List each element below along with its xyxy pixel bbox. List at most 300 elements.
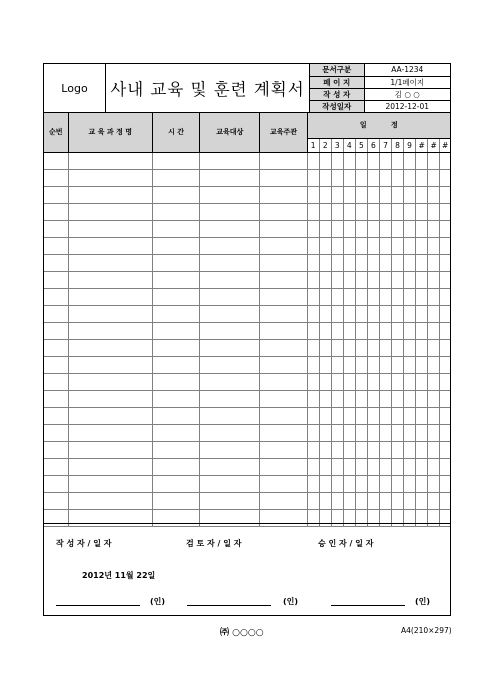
schedule-day-cell[interactable] xyxy=(440,254,450,271)
schedule-day-cell[interactable] xyxy=(319,356,331,373)
schedule-day-cell[interactable] xyxy=(331,288,343,305)
schedule-day-cell[interactable] xyxy=(331,373,343,390)
schedule-day-cell[interactable] xyxy=(367,254,379,271)
schedule-day-cell[interactable] xyxy=(404,441,416,458)
schedule-day-cell[interactable] xyxy=(367,169,379,186)
schedule-day-cell[interactable] xyxy=(319,424,331,441)
schedule-day-cell[interactable] xyxy=(331,424,343,441)
cell-course[interactable] xyxy=(68,254,152,271)
cell-course[interactable] xyxy=(68,322,152,339)
schedule-day-cell[interactable] xyxy=(428,458,440,475)
schedule-day-cell[interactable] xyxy=(428,373,440,390)
cell-course[interactable] xyxy=(68,271,152,288)
schedule-day-cell[interactable] xyxy=(391,203,403,220)
schedule-day-cell[interactable] xyxy=(428,271,440,288)
cell-time[interactable] xyxy=(152,407,199,424)
schedule-day-cell[interactable] xyxy=(343,356,355,373)
schedule-day-cell[interactable] xyxy=(379,186,391,203)
schedule-day-cell[interactable] xyxy=(343,237,355,254)
schedule-day-cell[interactable] xyxy=(355,458,367,475)
cell-host[interactable] xyxy=(260,390,307,407)
cell-course[interactable] xyxy=(68,475,152,492)
schedule-day-cell[interactable] xyxy=(367,203,379,220)
cell-time[interactable] xyxy=(152,186,199,203)
schedule-day-cell[interactable] xyxy=(355,492,367,509)
cell-host[interactable] xyxy=(260,169,307,186)
schedule-day-cell[interactable] xyxy=(343,339,355,356)
cell-target[interactable] xyxy=(200,424,260,441)
schedule-day-cell[interactable] xyxy=(391,220,403,237)
schedule-day-cell[interactable] xyxy=(428,186,440,203)
schedule-day-cell[interactable] xyxy=(343,220,355,237)
schedule-day-cell[interactable] xyxy=(391,390,403,407)
schedule-day-cell[interactable] xyxy=(331,492,343,509)
schedule-day-cell[interactable] xyxy=(355,237,367,254)
schedule-day-cell[interactable] xyxy=(416,254,428,271)
cell-target[interactable] xyxy=(200,390,260,407)
cell-host[interactable] xyxy=(260,237,307,254)
cell-host[interactable] xyxy=(260,288,307,305)
schedule-day-cell[interactable] xyxy=(416,441,428,458)
cell-time[interactable] xyxy=(152,271,199,288)
schedule-day-cell[interactable] xyxy=(391,305,403,322)
cell-course[interactable] xyxy=(68,152,152,169)
schedule-day-cell[interactable] xyxy=(440,356,450,373)
cell-no[interactable] xyxy=(44,390,68,407)
cell-target[interactable] xyxy=(200,305,260,322)
cell-time[interactable] xyxy=(152,458,199,475)
cell-course[interactable] xyxy=(68,203,152,220)
cell-no[interactable] xyxy=(44,356,68,373)
schedule-day-cell[interactable] xyxy=(343,441,355,458)
schedule-day-cell[interactable] xyxy=(391,373,403,390)
schedule-day-cell[interactable] xyxy=(391,441,403,458)
schedule-day-cell[interactable] xyxy=(440,424,450,441)
cell-target[interactable] xyxy=(200,475,260,492)
schedule-day-cell[interactable] xyxy=(355,305,367,322)
schedule-day-cell[interactable] xyxy=(367,373,379,390)
cell-host[interactable] xyxy=(260,339,307,356)
schedule-day-cell[interactable] xyxy=(379,424,391,441)
schedule-day-cell[interactable] xyxy=(428,220,440,237)
schedule-day-cell[interactable] xyxy=(391,271,403,288)
schedule-day-cell[interactable] xyxy=(367,186,379,203)
schedule-day-cell[interactable] xyxy=(331,305,343,322)
schedule-day-cell[interactable] xyxy=(319,203,331,220)
schedule-day-cell[interactable] xyxy=(428,492,440,509)
cell-target[interactable] xyxy=(200,152,260,169)
schedule-day-cell[interactable] xyxy=(367,220,379,237)
schedule-day-cell[interactable] xyxy=(343,390,355,407)
schedule-day-cell[interactable] xyxy=(343,288,355,305)
schedule-day-cell[interactable] xyxy=(331,475,343,492)
cell-no[interactable] xyxy=(44,492,68,509)
cell-host[interactable] xyxy=(260,186,307,203)
schedule-day-cell[interactable] xyxy=(319,288,331,305)
schedule-day-cell[interactable] xyxy=(307,254,319,271)
schedule-day-cell[interactable] xyxy=(331,356,343,373)
cell-host[interactable] xyxy=(260,475,307,492)
cell-time[interactable] xyxy=(152,322,199,339)
schedule-day-cell[interactable] xyxy=(428,390,440,407)
cell-course[interactable] xyxy=(68,458,152,475)
schedule-day-cell[interactable] xyxy=(367,356,379,373)
schedule-day-cell[interactable] xyxy=(355,441,367,458)
cell-target[interactable] xyxy=(200,339,260,356)
schedule-day-cell[interactable] xyxy=(355,424,367,441)
schedule-day-cell[interactable] xyxy=(367,475,379,492)
cell-course[interactable] xyxy=(68,407,152,424)
schedule-day-cell[interactable] xyxy=(379,237,391,254)
schedule-day-cell[interactable] xyxy=(404,186,416,203)
schedule-day-cell[interactable] xyxy=(367,458,379,475)
schedule-day-cell[interactable] xyxy=(343,271,355,288)
cell-target[interactable] xyxy=(200,271,260,288)
cell-time[interactable] xyxy=(152,356,199,373)
schedule-day-cell[interactable] xyxy=(440,373,450,390)
schedule-day-cell[interactable] xyxy=(331,237,343,254)
schedule-day-cell[interactable] xyxy=(440,390,450,407)
cell-time[interactable] xyxy=(152,492,199,509)
schedule-day-cell[interactable] xyxy=(428,305,440,322)
schedule-day-cell[interactable] xyxy=(391,288,403,305)
cell-time[interactable] xyxy=(152,237,199,254)
schedule-day-cell[interactable] xyxy=(416,373,428,390)
schedule-day-cell[interactable] xyxy=(391,356,403,373)
schedule-day-cell[interactable] xyxy=(319,407,331,424)
schedule-day-cell[interactable] xyxy=(355,373,367,390)
schedule-day-cell[interactable] xyxy=(428,288,440,305)
schedule-day-cell[interactable] xyxy=(379,407,391,424)
schedule-day-cell[interactable] xyxy=(307,458,319,475)
schedule-day-cell[interactable] xyxy=(343,203,355,220)
cell-time[interactable] xyxy=(152,169,199,186)
schedule-day-cell[interactable] xyxy=(319,186,331,203)
schedule-day-cell[interactable] xyxy=(319,373,331,390)
schedule-day-cell[interactable] xyxy=(440,169,450,186)
schedule-day-cell[interactable] xyxy=(307,390,319,407)
schedule-day-cell[interactable] xyxy=(404,220,416,237)
schedule-day-cell[interactable] xyxy=(391,424,403,441)
schedule-day-cell[interactable] xyxy=(416,492,428,509)
cell-time[interactable] xyxy=(152,390,199,407)
schedule-day-cell[interactable] xyxy=(367,237,379,254)
cell-no[interactable] xyxy=(44,203,68,220)
schedule-day-cell[interactable] xyxy=(379,305,391,322)
schedule-day-cell[interactable] xyxy=(379,475,391,492)
cell-target[interactable] xyxy=(200,220,260,237)
cell-no[interactable] xyxy=(44,220,68,237)
schedule-day-cell[interactable] xyxy=(416,339,428,356)
schedule-day-cell[interactable] xyxy=(440,492,450,509)
schedule-day-cell[interactable] xyxy=(355,169,367,186)
schedule-day-cell[interactable] xyxy=(355,254,367,271)
schedule-day-cell[interactable] xyxy=(379,203,391,220)
schedule-day-cell[interactable] xyxy=(379,271,391,288)
schedule-day-cell[interactable] xyxy=(319,169,331,186)
schedule-day-cell[interactable] xyxy=(307,441,319,458)
schedule-day-cell[interactable] xyxy=(355,475,367,492)
cell-no[interactable] xyxy=(44,271,68,288)
cell-host[interactable] xyxy=(260,424,307,441)
schedule-day-cell[interactable] xyxy=(307,475,319,492)
schedule-day-cell[interactable] xyxy=(343,186,355,203)
cell-time[interactable] xyxy=(152,441,199,458)
schedule-day-cell[interactable] xyxy=(404,288,416,305)
schedule-day-cell[interactable] xyxy=(404,152,416,169)
schedule-day-cell[interactable] xyxy=(404,356,416,373)
schedule-day-cell[interactable] xyxy=(331,390,343,407)
schedule-day-cell[interactable] xyxy=(379,254,391,271)
schedule-day-cell[interactable] xyxy=(428,322,440,339)
cell-no[interactable] xyxy=(44,169,68,186)
cell-host[interactable] xyxy=(260,441,307,458)
schedule-day-cell[interactable] xyxy=(391,254,403,271)
schedule-day-cell[interactable] xyxy=(416,305,428,322)
cell-host[interactable] xyxy=(260,305,307,322)
schedule-day-cell[interactable] xyxy=(428,203,440,220)
schedule-day-cell[interactable] xyxy=(319,237,331,254)
schedule-day-cell[interactable] xyxy=(343,492,355,509)
schedule-day-cell[interactable] xyxy=(343,305,355,322)
cell-time[interactable] xyxy=(152,152,199,169)
schedule-day-cell[interactable] xyxy=(319,254,331,271)
cell-host[interactable] xyxy=(260,407,307,424)
cell-no[interactable] xyxy=(44,322,68,339)
schedule-day-cell[interactable] xyxy=(379,390,391,407)
cell-time[interactable] xyxy=(152,475,199,492)
schedule-day-cell[interactable] xyxy=(331,152,343,169)
schedule-day-cell[interactable] xyxy=(379,458,391,475)
schedule-day-cell[interactable] xyxy=(416,407,428,424)
schedule-day-cell[interactable] xyxy=(379,492,391,509)
schedule-day-cell[interactable] xyxy=(391,458,403,475)
schedule-day-cell[interactable] xyxy=(440,441,450,458)
schedule-day-cell[interactable] xyxy=(331,203,343,220)
schedule-day-cell[interactable] xyxy=(355,186,367,203)
schedule-day-cell[interactable] xyxy=(440,203,450,220)
schedule-day-cell[interactable] xyxy=(404,424,416,441)
schedule-day-cell[interactable] xyxy=(307,203,319,220)
cell-no[interactable] xyxy=(44,339,68,356)
schedule-day-cell[interactable] xyxy=(416,237,428,254)
cell-time[interactable] xyxy=(152,203,199,220)
schedule-day-cell[interactable] xyxy=(391,322,403,339)
schedule-day-cell[interactable] xyxy=(416,152,428,169)
cell-course[interactable] xyxy=(68,356,152,373)
cell-no[interactable] xyxy=(44,237,68,254)
cell-time[interactable] xyxy=(152,339,199,356)
schedule-day-cell[interactable] xyxy=(307,424,319,441)
schedule-day-cell[interactable] xyxy=(355,288,367,305)
schedule-day-cell[interactable] xyxy=(379,441,391,458)
schedule-day-cell[interactable] xyxy=(343,254,355,271)
schedule-day-cell[interactable] xyxy=(404,458,416,475)
schedule-day-cell[interactable] xyxy=(367,305,379,322)
schedule-day-cell[interactable] xyxy=(416,424,428,441)
schedule-day-cell[interactable] xyxy=(404,339,416,356)
schedule-day-cell[interactable] xyxy=(428,152,440,169)
schedule-day-cell[interactable] xyxy=(319,305,331,322)
cell-course[interactable] xyxy=(68,237,152,254)
schedule-day-cell[interactable] xyxy=(331,271,343,288)
schedule-day-cell[interactable] xyxy=(319,390,331,407)
schedule-day-cell[interactable] xyxy=(307,152,319,169)
schedule-day-cell[interactable] xyxy=(391,237,403,254)
schedule-day-cell[interactable] xyxy=(404,492,416,509)
schedule-day-cell[interactable] xyxy=(307,407,319,424)
schedule-day-cell[interactable] xyxy=(404,373,416,390)
schedule-day-cell[interactable] xyxy=(404,237,416,254)
schedule-day-cell[interactable] xyxy=(319,322,331,339)
schedule-day-cell[interactable] xyxy=(391,339,403,356)
schedule-day-cell[interactable] xyxy=(440,271,450,288)
schedule-day-cell[interactable] xyxy=(416,475,428,492)
schedule-day-cell[interactable] xyxy=(343,424,355,441)
schedule-day-cell[interactable] xyxy=(440,220,450,237)
schedule-day-cell[interactable] xyxy=(404,322,416,339)
schedule-day-cell[interactable] xyxy=(379,169,391,186)
schedule-day-cell[interactable] xyxy=(391,475,403,492)
schedule-day-cell[interactable] xyxy=(391,169,403,186)
cell-host[interactable] xyxy=(260,373,307,390)
cell-time[interactable] xyxy=(152,305,199,322)
schedule-day-cell[interactable] xyxy=(319,271,331,288)
schedule-day-cell[interactable] xyxy=(307,305,319,322)
schedule-day-cell[interactable] xyxy=(404,254,416,271)
schedule-day-cell[interactable] xyxy=(307,373,319,390)
schedule-day-cell[interactable] xyxy=(416,356,428,373)
schedule-day-cell[interactable] xyxy=(428,475,440,492)
cell-no[interactable] xyxy=(44,424,68,441)
schedule-day-cell[interactable] xyxy=(355,271,367,288)
cell-target[interactable] xyxy=(200,237,260,254)
schedule-day-cell[interactable] xyxy=(440,475,450,492)
schedule-day-cell[interactable] xyxy=(307,186,319,203)
schedule-day-cell[interactable] xyxy=(355,390,367,407)
cell-host[interactable] xyxy=(260,458,307,475)
cell-target[interactable] xyxy=(200,373,260,390)
schedule-day-cell[interactable] xyxy=(440,305,450,322)
schedule-day-cell[interactable] xyxy=(307,220,319,237)
schedule-day-cell[interactable] xyxy=(367,339,379,356)
schedule-day-cell[interactable] xyxy=(355,152,367,169)
schedule-day-cell[interactable] xyxy=(319,339,331,356)
schedule-day-cell[interactable] xyxy=(416,390,428,407)
cell-time[interactable] xyxy=(152,254,199,271)
cell-no[interactable] xyxy=(44,186,68,203)
schedule-day-cell[interactable] xyxy=(367,288,379,305)
cell-time[interactable] xyxy=(152,220,199,237)
cell-target[interactable] xyxy=(200,322,260,339)
cell-host[interactable] xyxy=(260,322,307,339)
schedule-day-cell[interactable] xyxy=(440,288,450,305)
schedule-day-cell[interactable] xyxy=(428,339,440,356)
cell-no[interactable] xyxy=(44,475,68,492)
schedule-day-cell[interactable] xyxy=(416,322,428,339)
cell-no[interactable] xyxy=(44,288,68,305)
schedule-day-cell[interactable] xyxy=(367,271,379,288)
schedule-day-cell[interactable] xyxy=(307,237,319,254)
cell-course[interactable] xyxy=(68,492,152,509)
cell-host[interactable] xyxy=(260,271,307,288)
schedule-day-cell[interactable] xyxy=(331,220,343,237)
schedule-day-cell[interactable] xyxy=(367,390,379,407)
cell-host[interactable] xyxy=(260,152,307,169)
cell-course[interactable] xyxy=(68,169,152,186)
cell-course[interactable] xyxy=(68,186,152,203)
schedule-day-cell[interactable] xyxy=(416,458,428,475)
schedule-day-cell[interactable] xyxy=(428,254,440,271)
schedule-day-cell[interactable] xyxy=(404,169,416,186)
schedule-day-cell[interactable] xyxy=(367,424,379,441)
schedule-day-cell[interactable] xyxy=(391,186,403,203)
schedule-day-cell[interactable] xyxy=(331,458,343,475)
schedule-day-cell[interactable] xyxy=(391,407,403,424)
cell-host[interactable] xyxy=(260,254,307,271)
cell-course[interactable] xyxy=(68,373,152,390)
schedule-day-cell[interactable] xyxy=(404,475,416,492)
cell-target[interactable] xyxy=(200,458,260,475)
schedule-day-cell[interactable] xyxy=(343,152,355,169)
cell-no[interactable] xyxy=(44,254,68,271)
cell-target[interactable] xyxy=(200,254,260,271)
cell-no[interactable] xyxy=(44,458,68,475)
cell-host[interactable] xyxy=(260,492,307,509)
cell-target[interactable] xyxy=(200,356,260,373)
schedule-day-cell[interactable] xyxy=(343,407,355,424)
schedule-day-cell[interactable] xyxy=(440,152,450,169)
schedule-day-cell[interactable] xyxy=(367,152,379,169)
schedule-day-cell[interactable] xyxy=(331,186,343,203)
cell-course[interactable] xyxy=(68,339,152,356)
schedule-day-cell[interactable] xyxy=(404,305,416,322)
schedule-day-cell[interactable] xyxy=(440,322,450,339)
cell-time[interactable] xyxy=(152,288,199,305)
schedule-day-cell[interactable] xyxy=(343,373,355,390)
schedule-day-cell[interactable] xyxy=(428,441,440,458)
cell-target[interactable] xyxy=(200,407,260,424)
schedule-day-cell[interactable] xyxy=(379,288,391,305)
cell-course[interactable] xyxy=(68,390,152,407)
schedule-day-cell[interactable] xyxy=(343,322,355,339)
cell-target[interactable] xyxy=(200,169,260,186)
cell-no[interactable] xyxy=(44,373,68,390)
schedule-day-cell[interactable] xyxy=(416,288,428,305)
schedule-day-cell[interactable] xyxy=(307,356,319,373)
schedule-day-cell[interactable] xyxy=(319,458,331,475)
cell-target[interactable] xyxy=(200,186,260,203)
schedule-day-cell[interactable] xyxy=(331,322,343,339)
schedule-day-cell[interactable] xyxy=(367,322,379,339)
schedule-day-cell[interactable] xyxy=(391,492,403,509)
approver-signature-line[interactable] xyxy=(331,605,405,606)
schedule-day-cell[interactable] xyxy=(440,407,450,424)
cell-time[interactable] xyxy=(152,373,199,390)
schedule-day-cell[interactable] xyxy=(355,220,367,237)
schedule-day-cell[interactable] xyxy=(428,356,440,373)
schedule-day-cell[interactable] xyxy=(319,152,331,169)
schedule-day-cell[interactable] xyxy=(416,169,428,186)
schedule-day-cell[interactable] xyxy=(355,339,367,356)
schedule-day-cell[interactable] xyxy=(379,339,391,356)
schedule-day-cell[interactable] xyxy=(319,220,331,237)
schedule-day-cell[interactable] xyxy=(440,237,450,254)
schedule-day-cell[interactable] xyxy=(331,407,343,424)
schedule-day-cell[interactable] xyxy=(355,322,367,339)
schedule-day-cell[interactable] xyxy=(428,169,440,186)
schedule-day-cell[interactable] xyxy=(404,203,416,220)
